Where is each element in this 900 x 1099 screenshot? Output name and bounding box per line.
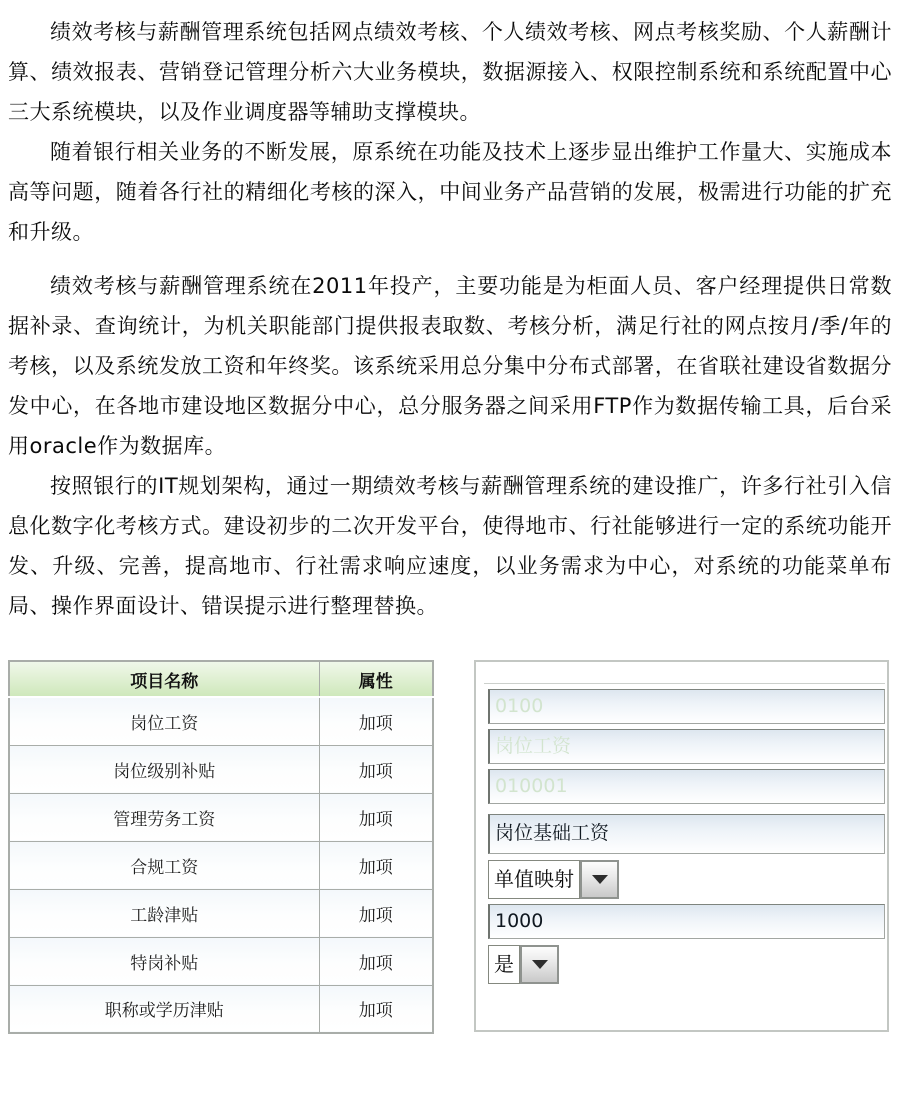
table-row <box>9 745 433 793</box>
salary-items-table <box>8 660 434 1034</box>
table-row <box>9 697 433 745</box>
enabled-flag-dropdown[interactable] <box>488 945 559 984</box>
enabled-flag-dropdown-button[interactable] <box>520 945 559 984</box>
document-body <box>8 12 892 626</box>
column-header-attribute: 属性 <box>319 661 433 697</box>
paragraph-it-planning: 按照银行的IT规划架构，通过一期绩效考核与薪酬管理系统的建设推广，许多行社引入信息化数字化考核方式。建设初步的二次开发平台，使得地市、行社能够进行一定的系统功能开发、升级、完善，提高地市、行社需求响应速度，以业务需求为中心，对系统的功能菜单布局、操作界面设计、错误提示进行整理替换。 <box>8 474 892 618</box>
attribute-cell: 加项 <box>319 841 433 889</box>
attribute-cell: 加项 <box>319 889 433 937</box>
item-name-input[interactable] <box>488 814 885 854</box>
item-name-value: 岗位基础工资 <box>495 822 610 844</box>
table-header-row <box>9 661 433 697</box>
attribute-cell: 加项 <box>319 697 433 745</box>
table-row <box>9 841 433 889</box>
item-code-field <box>488 769 885 804</box>
item-name-cell: 工龄津贴 <box>9 889 319 937</box>
caret-down-icon <box>592 875 608 884</box>
table-row <box>9 937 433 985</box>
type-code-field <box>488 689 885 724</box>
item-name-cell: 职称或学历津贴 <box>9 985 319 1033</box>
mapping-type-dropdown[interactable] <box>488 860 619 899</box>
paragraph-modules-overview: 绩效考核与薪酬管理系统包括网点绩效考核、个人绩效考核、网点考核奖励、个人薪酬计算、绩效报表、营销登记管理分析六大业务模块，数据源接入、权限控制系统和系统配置中心三大系统模块，以及作业调度器等辅助支撑模块。 <box>8 20 892 124</box>
item-name-cell: 岗位工资 <box>9 697 319 745</box>
item-name-cell: 合规工资 <box>9 841 319 889</box>
attribute-cell: 加项 <box>319 793 433 841</box>
item-code-value: 010001 <box>495 775 568 797</box>
table-row <box>9 889 433 937</box>
panel-header-divider <box>484 662 885 684</box>
amount-value: 1000 <box>495 910 544 932</box>
paragraph-system-history: 绩效考核与薪酬管理系统在2011年投产，主要功能是为柜面人员、客户经理提供日常数据补录、查询统计，为机关职能部门提供报表取数、考核分析，满足行社的网点按月/季/年的考核，以及系统发放工资和年终奖。该系统采用总分集中分布式部署，在省联社建设省数据分发中心，在各地市建设地区数据分中心，总分服务器之间采用FTP作为数据传输工具，后台采用oracle作为数据库。 <box>8 274 892 458</box>
type-name-value: 岗位工资 <box>495 735 572 757</box>
table-row <box>9 985 433 1033</box>
table-row <box>9 793 433 841</box>
mapping-type-dropdown-button[interactable] <box>580 860 619 899</box>
item-name-cell: 岗位级别补贴 <box>9 745 319 793</box>
item-name-cell: 特岗补贴 <box>9 937 319 985</box>
type-name-field <box>488 729 885 764</box>
attribute-cell: 加项 <box>319 745 433 793</box>
column-header-item-name: 项目名称 <box>9 661 319 697</box>
figures-row <box>8 660 892 1034</box>
amount-input[interactable] <box>488 904 885 939</box>
attribute-cell: 加项 <box>319 985 433 1033</box>
item-name-cell: 管理劳务工资 <box>9 793 319 841</box>
caret-down-icon <box>532 960 548 969</box>
paragraph-upgrade-need: 随着银行相关业务的不断发展，原系统在功能及技术上逐步显出维护工作量大、实施成本高等问题，随着各行社的精细化考核的深入，中间业务产品营销的发展，极需进行功能的扩充和升级。 <box>8 140 892 244</box>
attribute-cell: 加项 <box>319 937 433 985</box>
mapping-type-selected-value: 单值映射 <box>488 860 580 899</box>
enabled-flag-selected-value: 是 <box>488 945 520 984</box>
item-detail-panel <box>474 660 889 1032</box>
type-code-value: 0100 <box>495 695 544 717</box>
